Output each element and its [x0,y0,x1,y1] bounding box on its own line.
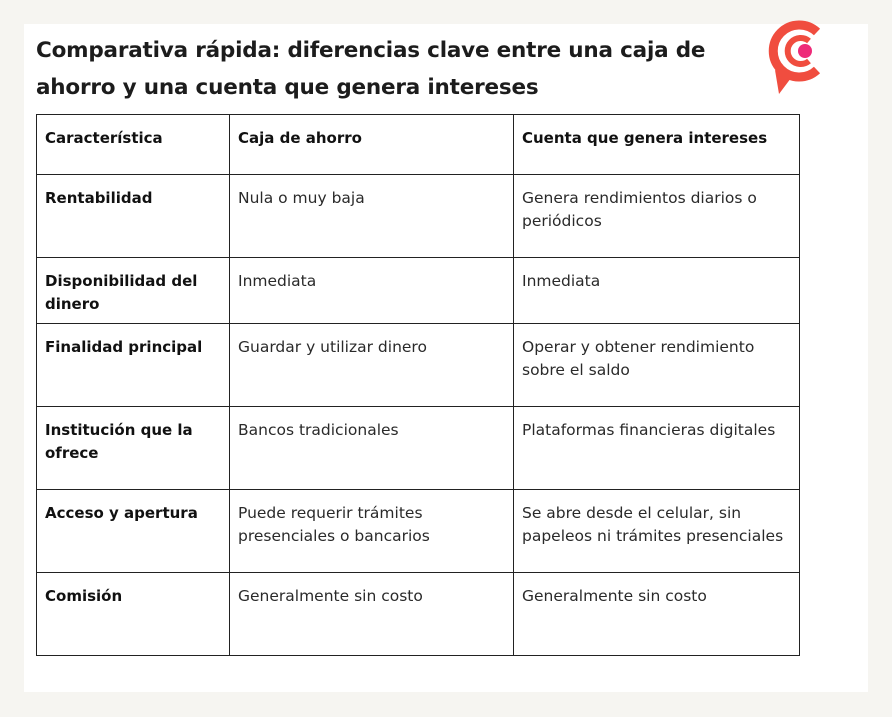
savings-cell: Puede requerir trámites presenciales o bancarios [230,490,514,573]
table-header-row [37,115,800,175]
feature-cell: Institución que la ofrece [37,407,230,490]
feature-cell: Finalidad principal [37,324,230,407]
feature-cell: Acceso y apertura [37,490,230,573]
savings-cell: Guardar y utilizar dinero [230,324,514,407]
table-row [37,324,800,407]
savings-cell: Bancos tradicionales [230,407,514,490]
header-interest-account: Cuenta que genera intereses [514,115,800,175]
table-row [37,573,800,656]
header-savings-account: Caja de ahorro [230,115,514,175]
savings-cell: Nula o muy baja [230,175,514,258]
table-row [37,175,800,258]
savings-cell: Generalmente sin costo [230,573,514,656]
interest-cell: Plataformas financieras digitales [514,407,800,490]
page-title: Comparativa rápida: diferencias clave entre una caja de ahorro y una cuenta que genera intereses [36,38,706,100]
interest-cell: Generalmente sin costo [514,573,800,656]
table-row [37,258,800,324]
brand-logo-icon [765,12,833,96]
comparison-table [36,114,800,656]
interest-cell: Inmediata [514,258,800,324]
feature-cell: Rentabilidad [37,175,230,258]
feature-cell: Disponibilidad del dinero [37,258,230,324]
interest-cell: Operar y obtener rendimiento sobre el saldo [514,324,800,407]
table-row [37,407,800,490]
interest-cell: Se abre desde el celular, sin papeleos ni trámites presenciales [514,490,800,573]
feature-cell: Comisión [37,573,230,656]
header-feature: Característica [37,115,230,175]
table-row [37,490,800,573]
savings-cell: Inmediata [230,258,514,324]
interest-cell: Genera rendimientos diarios o periódicos [514,175,800,258]
